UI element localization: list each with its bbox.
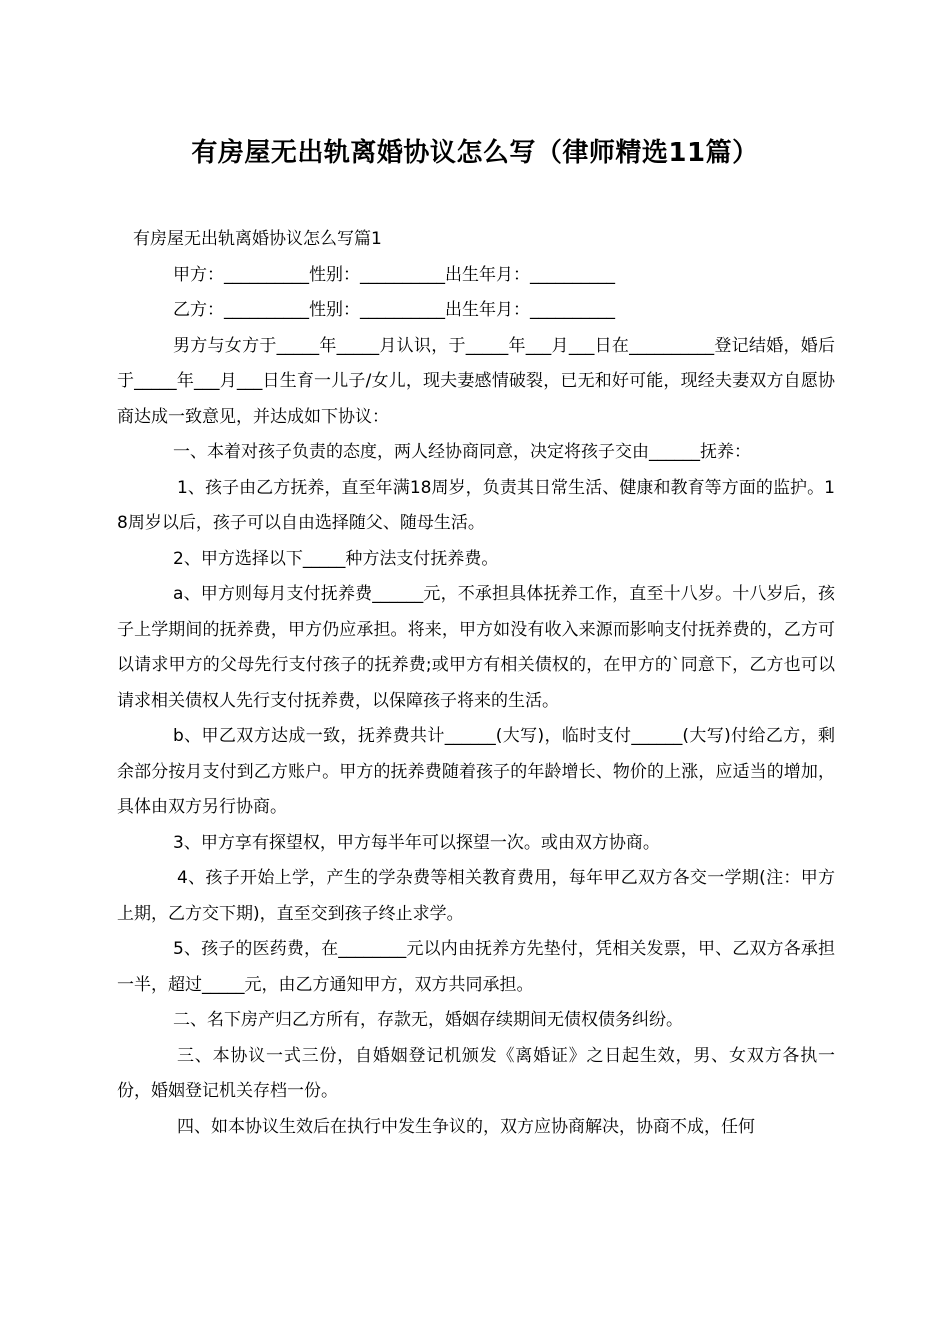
document-body bbox=[117, 222, 835, 1145]
clause-1-item-3: 3、甲方享有探望权，甲方每半年可以探望一次。或由双方协商。 bbox=[173, 832, 660, 853]
clause-3: 三、本协议一式三份，自婚姻登记机颁发《离婚证》之日起生效，男、女双方各执一份，婚姻登记机关存档一份。 bbox=[117, 1045, 835, 1101]
clause-1: 一、本着对孩子负责的态度，两人经协商同意，决定将孩子交由______抚养： bbox=[173, 442, 751, 462]
clause-1-item-1: 1、孩子由乙方抚养，直至年满18周岁，负责其日常生活、健康和教育等方面的监护。18周岁以后，孩子可以自由选择随父、随母生活。 bbox=[117, 477, 835, 533]
clause-1-item-5: 5、孩子的医药费，在________元以内由抚养方先垫付，凭相关发票，甲、乙双方各承担一半，超过_____元，由乙方通知甲方，双方共同承担。 bbox=[117, 939, 835, 995]
clause-1-item-2: 2、甲方选择以下_____种方法支付抚养费。 bbox=[173, 548, 499, 569]
document-title: 有房屋无出轨离婚协议怎么写（律师精选11篇） bbox=[191, 138, 759, 168]
clause-1-item-2a: a、甲方则每月支付抚养费______元，不承担具体抚养工作，直至十八岁。十八岁后，孩子上学期间的抚养费，甲方仍应承担。将来，甲方如没有收入来源而影响支付抚养费的，乙方可以请求甲方的父母先行支付孩子的抚养费;或甲方有相关债权的，在甲方的`同意下，乙方也可以请求相关债权人先行支付抚养费，以保障孩子将来的生活。 bbox=[117, 584, 835, 711]
clause-1-item-4: 4、孩子开始上学，产生的学杂费等相关教育费用，每年甲乙双方各交一学期(注：甲方上期，乙方交下期)，直至交到孩子终止求学。 bbox=[117, 868, 835, 924]
party-b-line: 乙方：__________性别：__________出生年月：__________ bbox=[173, 300, 615, 320]
clause-1-item-2b: b、甲乙双方达成一致，抚养费共计______(大写)，临时支付______(大写)付给乙方，剩余部分按月支付到乙方账户。甲方的抚养费随着孩子的年龄增长、物价的上涨，应适当的增加，具体由双方另行协商。 bbox=[117, 726, 835, 817]
party-a-line: 甲方：__________性别：__________出生年月：__________ bbox=[173, 264, 615, 285]
clause-2: 二、名下房产归乙方所有，存款无，婚姻存续期间无债权债务纠纷。 bbox=[173, 1010, 683, 1030]
section-heading: 有房屋无出轨离婚协议怎么写篇1 bbox=[133, 229, 382, 249]
clause-4: 四、如本协议生效后在执行中发生争议的，双方应协商解决，协商不成，任何 bbox=[177, 1116, 755, 1137]
paragraph-intro: 男方与女方于_____年_____月认识，于_____年___月___日在__________登记结婚，婚后于_____年___月___日生育一儿子/女儿，现夫妻感情破裂，已无和好可能，现经夫妻双方自愿协商达成一致意见，并达成如下协议： bbox=[117, 335, 835, 427]
